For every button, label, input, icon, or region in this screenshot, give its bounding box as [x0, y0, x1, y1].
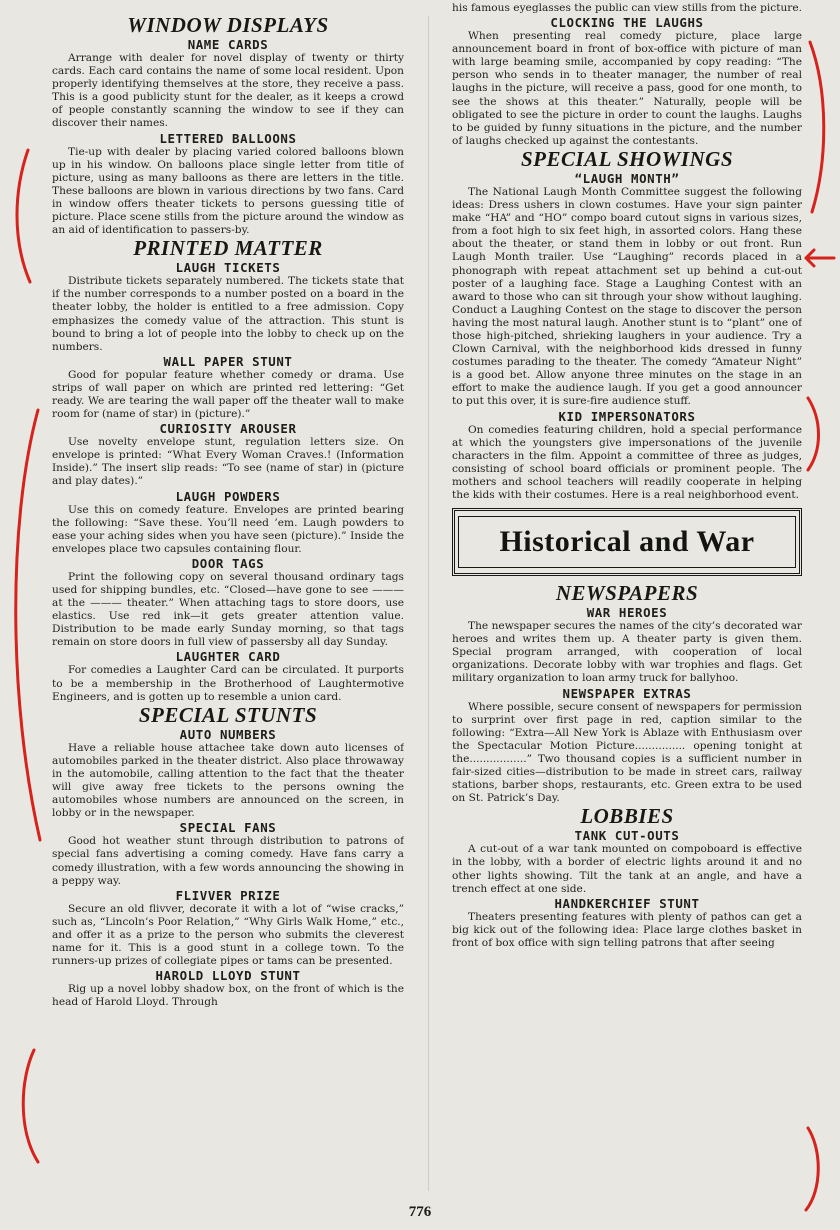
- margin-bracket-mark: [23, 1050, 38, 1162]
- subheading: HAROLD LLOYD STUNT: [155, 968, 301, 984]
- margin-bracket-mark: [810, 42, 824, 212]
- margin-arrow-mark: [806, 250, 834, 266]
- subheading: LETTERED BALLOONS: [159, 130, 297, 146]
- section-heading: SPECIAL STUNTS: [138, 702, 318, 727]
- body-paragraph: Theaters presenting features with plenty of pathos can get a big kick out of the following idea: Place large clothes basket in front of box office with sign telling patrons that after seeing: [452, 910, 802, 949]
- subheading: LAUGH TICKETS: [175, 260, 281, 276]
- page-number: 776: [408, 1204, 432, 1220]
- body-paragraph: On comedies featuring children, hold a special performance at which the youngsters give impersonations of the juvenile characters in the film. Appoint a committee of three as judges, consisting of school board officials or prominent people. The mothers and school teachers will readily cooperate in helping the kids with their costumes. Here is a real neighborhood event.: [452, 423, 802, 501]
- margin-bracket-mark: [808, 398, 819, 470]
- subheading: NEWSPAPER EXTRAS: [562, 685, 692, 701]
- body-paragraph: Print the following copy on several thousand ordinary tags used for shipping bundles, etc. “Closed—have gone to see ——— at the ——— theater.” When attaching tags to store doors, use elastics. Use red ink—it gets greater attention value. Distribution to be made early Sunday morning, so that tags remain on store doors in full view of passersby all day Sunday.: [52, 570, 404, 649]
- section-heading: PRINTED MATTER: [133, 236, 323, 261]
- section-heading: SPECIAL SHOWINGS: [520, 146, 734, 171]
- subheading: WAR HEROES: [586, 605, 668, 621]
- body-paragraph: Use this on comedy feature. Envelopes are printed bearing the following: “Save these. You’ll need ’em. Laugh powders to ease your aching sides when you have seen (picture).” Inside the envelopes place two capsules containing flour.: [52, 503, 404, 555]
- body-paragraph: Rig up a novel lobby shadow box, on the front of which is the head of Harold Lloyd. Through: [52, 983, 404, 1009]
- body-paragraph: Secure an old flivver, decorate it with a lot of “wise cracks,” such as, “Lincoln’s Poor Relation,” “Why Girls Walk Home,” etc., and offer it as a prize to the person who submits the cleverest name for it. This is a good stunt in a college town. To the runners-up prizes of collegiate pipes or tams can be presented.: [52, 902, 404, 968]
- body-paragraph: When presenting real comedy picture, place large announcement board in front of box-office with picture of man with large beaming smile, accompanied by copy reading: “The person who sends in to theater manager, the number of real laughs in the picture, will receive a pass, good for one month, to see the shows at this theater.” Naturally, people will be obligated to see the picture in order to count the laughs. Laughs to be guided by funny situations in the picture, and the number of laughs checked up against the contestants.: [452, 30, 802, 147]
- body-paragraph: Arrange with dealer for novel display of twenty or thirty cards. Each card contains the name of some local resident. Upon properly identifying themselves at the store, they receive a pass. This is a good publicity stunt for the dealer, as it keeps a crowd of people constantly scanning the window to see if they can discover their names.: [52, 52, 404, 130]
- body-paragraph: Good hot weather stunt through distribution to patrons of special fans advertising a coming comedy. Have fans carry a comedy illustration, with a few words announcing the showing in a peppy way.: [52, 835, 404, 887]
- category-title-box: [452, 508, 802, 576]
- subheading: “LAUGH MONTH”: [574, 170, 680, 186]
- section-heading: WINDOW DISPLAYS: [127, 14, 329, 37]
- body-paragraph: Have a reliable house attachee take down auto licenses of automobiles parked in the theater district. Also place throwaway in the automobile, calling attention to the fact that the theater will give away free tickets to the persons owning the automobiles whose numbers are announced on the screen, in lobby or in the newspaper.: [52, 741, 404, 820]
- subheading: SPECIAL FANS: [179, 820, 277, 836]
- body-paragraph: Good for popular feature whether comedy or drama. Use strips of wall paper on which are printed red lettering: “Get ready. We are tearing the wall paper off the theater wall to make room for (name of star) in (picture).”: [52, 368, 404, 421]
- subheading: CLOCKING THE LAUGHS: [550, 15, 704, 31]
- body-paragraph: The newspaper secures the names of the city’s decorated war heroes and writes them up. A theater party is given them. Special program arranged, with cooperation of local organizations. Decorate lobby with war trophies and flags. Get military organization to loan army truck for ballyhoo.: [452, 620, 802, 685]
- margin-bracket-mark: [16, 410, 40, 840]
- body-paragraph: Distribute tickets separately numbered. The tickets state that if the number corresponds to a number posted on a board in the theater lobby, the holder is entitled to a free admission. Copy emphasizes the comedy value of the attraction. This stunt is bound to bring a lot of people into the lobby to check up on the numbers.: [52, 275, 404, 353]
- body-paragraph: his famous eyeglasses the public can view stills from the picture.: [452, 2, 802, 14]
- subheading: TANK CUT-OUTS: [574, 828, 680, 844]
- section-heading: NEWSPAPERS: [555, 581, 699, 606]
- subheading: HANDKERCHIEF STUNT: [554, 895, 700, 911]
- subheading: NAME CARDS: [187, 37, 269, 52]
- subheading: LAUGHTER CARD: [175, 649, 281, 665]
- subheading: AUTO NUMBERS: [179, 726, 277, 742]
- column-gutter: [428, 16, 429, 1191]
- body-paragraph: Use novelty envelope stunt, regulation letters size. On envelope is printed: “What Every Woman Craves.! (Information Inside).” The insert slip reads: “To see (name of star) in (picture and play dates).”: [52, 436, 404, 488]
- subheading: DOOR TAGS: [191, 555, 265, 571]
- left-column: [52, 14, 404, 1009]
- body-paragraph: For comedies a Laughter Card can be circulated. It purports to be a membership in the Brotherhood of Laughtermotive Engineers, and is gotten up to resemble a union card.: [52, 664, 404, 703]
- right-column: [452, 2, 802, 950]
- body-paragraph: Where possible, secure consent of newspapers for permission to surprint over first page in red, caption similar to the following: “Extra—All New York is Ablaze with Enthusiasm over the Spectacular Motion Picture............... opening tonight at the.................” Two thousand copies is a sufficient number in fair-sized cities—distribution to be made in street cars, railway stations, barber shops, restaurants, etc. Green extra to be used on St. Patrick’s Day.: [452, 700, 802, 805]
- section-heading: LOBBIES: [580, 804, 674, 829]
- category-title-frame: [458, 516, 796, 568]
- margin-bracket-mark: [17, 150, 30, 282]
- category-title: Historical and War: [499, 525, 755, 559]
- subheading: CURIOSITY AROUSER: [159, 421, 297, 437]
- body-paragraph: Tie-up with dealer by placing varied colored balloons blown up in his window. On balloons place single letter from title of picture, using as many balloons as there are letters in the title. These balloons are blown in various directions by two fans. Card in window offers theater tickets to persons guessing title of picture. Place scene stills from the picture around the window as an aid of identification to passers-by.: [52, 145, 404, 237]
- subheading: FLIVVER PRIZE: [175, 887, 281, 903]
- subheading: KID IMPERSONATORS: [558, 408, 696, 424]
- subheading: WALL PAPER STUNT: [163, 353, 293, 369]
- body-paragraph: A cut-out of a war tank mounted on compoboard is effective in the lobby, with a border of electric lights around it and no other lights showing. Tilt the tank at an angle, and have a trench effect at one side.: [452, 843, 802, 895]
- subheading: LAUGH POWDERS: [175, 488, 281, 504]
- margin-bracket-mark: [806, 1128, 818, 1210]
- body-paragraph: The National Laugh Month Committee suggest the following ideas: Dress ushers in clown costumes. Have your sign painter make “HA” and “HO” compo board cutout signs in various sizes, from a foot high to six feet high, in assorted colors. Hang these about the theater, or stand them in lobby or out front. Run Laugh Month trailer. Use “Laughing” records placed in a phonograph with repeat attachment set up behind a cut-out poster of a laughing face. Stage a Laughing Contest with an award to those who can sit through your show without laughing. Conduct a Laughing Contest on the stage to discover the person having the most natural laugh. Another stunt is to “plant” one of those high-pitched, shrieking laughers in your audience. Try a Clown Carnival, with the neighborhood kids dressed in funny costumes parading to the theater. The comedy “Amateur Night” is a good bet. Allow anyone three minutes on the stage in an effort to make the audience laugh. If you get a good announcer to put this over, it is sure-fire audience stuff.: [452, 185, 802, 408]
